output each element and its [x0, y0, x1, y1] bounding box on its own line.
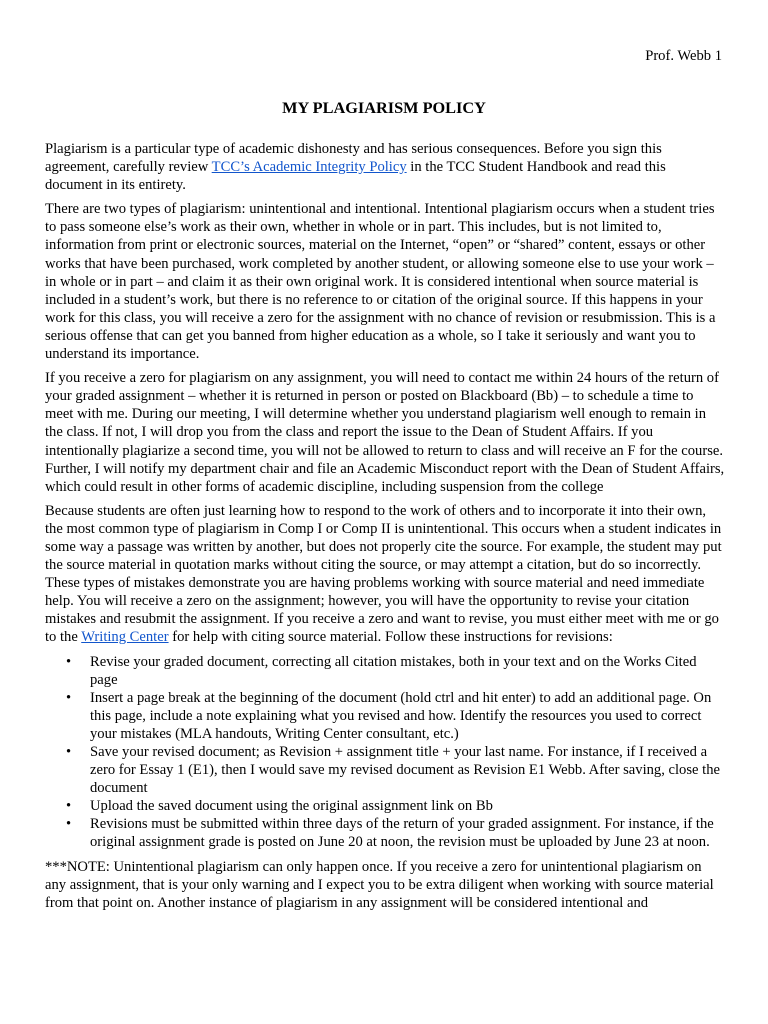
- list-item-text: Revisions must be submitted within three days of the return of your graded assignment. For instance, if the original assignment grade is posted on June 20 at noon, the revision must be uploaded by June 23 at noon.: [90, 816, 714, 851]
- academic-integrity-policy-link[interactable]: TCC’s Academic Integrity Policy: [211, 159, 407, 176]
- note-paragraph: ***NOTE: Unintentional plagiarism can only happen once. If you receive a zero for unintentional plagiarism on any assignment, that is your only warning and I expect you to be extra diligent when working with source material from that point on. Another instance of plagiarism in any assignment will be considered intentional and: [45, 858, 714, 911]
- unintentional-text-after: for help with citing source material. Follow these instructions for revisions:: [168, 629, 613, 646]
- page-header: Prof. Webb 1: [645, 48, 722, 64]
- list-item: [45, 689, 725, 743]
- unintentional-text-before: Because students are often just learning how to respond to the work of others and to incorporate it into their own, the most common type of plagiarism in Comp I or Comp II is unintentional. This occurs when a student indicates in some way a passage was written by another, but does not properly cite the source. For example, the student may put the source material in quotation marks without citing the source, or may attempt a citation, but do so incorrectly. These types of mistakes demonstrate you are having problems working with source material and need immediate help. You will receive a zero on the assignment; however, you will have the opportunity to revise your citation mistakes and resubmit the assignment. If you receive a zero and want to revise, you must either meet with me or go to the: [45, 502, 722, 646]
- unintentional-plagiarism-paragraph: [45, 502, 725, 647]
- bullet-icon: •: [66, 653, 72, 670]
- bullet-icon: •: [66, 816, 72, 833]
- bullet-icon: •: [66, 744, 72, 760]
- list-item: [45, 815, 725, 851]
- zero-consequences-paragraph: If you receive a zero for plagiarism on any assignment, you will need to contact me within 24 hours of the return of your graded assignment – whether it is returned in person or posted on Blackboard (Bb) – to schedule a time to meet with me. During our meeting, I will determine whether you understand plagiarism well enough to remain in the class. If not, I will drop you from the class and report the issue to the Dean of Student Affairs. If you intentionally plagiarize a second time, you will not be allowed to return to class and will receive an F for the course. Further, I will notify my department chair and file an Academic Misconduct report with the Dean of Student Affairs, which could result in other forms of academic discipline, including suspension from the college: [45, 370, 725, 495]
- intro-text-after: in the TCC Student Handbook and read this document in its entirety.: [45, 159, 666, 194]
- list-item-text: Revise your graded document, correcting all citation mistakes, both in your text and on the Works Cited page: [90, 653, 697, 688]
- bullet-icon: •: [66, 689, 72, 706]
- plagiarism-types-paragraph: There are two types of plagiarism: unintentional and intentional. Intentional plagiarism occurs when a student tries to pass someone else’s work as their own, whether in whole or in part. This includes, but is not limited to, information from print or electronic sources, material on the Internet, “open” or “shared” content, essays or other works that have been purchased, work completed by another student, or allowing someone else to use your work – in whole or in part – and claim it as their own original work. It is considered intentional when source material is included in a student’s work, but there is no reference to or citation of the original source. If this happens in your work for this class, you will receive a zero for the assignment with no chance of revision or resubmission. This is a serious offense that can get you banned from higher education as a whole, so I take it seriously and want you to understand its importance.: [45, 201, 716, 363]
- intro-text-before: Plagiarism is a particular type of academic dishonesty and has serious consequences. Before you sign this agreement, carefully review: [45, 141, 662, 176]
- list-item: [45, 653, 725, 689]
- intro-paragraph: [45, 140, 725, 194]
- list-item-text: Save your revised document; as Revision + assignment title + your last name. For instance, if I received a zero for Essay 1 (E1), then I would save my revised document as Revision E1 Webb. After saving, close the document: [90, 744, 720, 797]
- bullet-icon: •: [66, 798, 72, 815]
- list-item: [45, 743, 725, 797]
- list-item: [45, 797, 725, 815]
- page-title: MY PLAGIARISM POLICY: [282, 98, 486, 117]
- revision-steps-list: [45, 653, 725, 852]
- writing-center-link[interactable]: Writing Center: [81, 629, 169, 646]
- document-body: [45, 140, 725, 918]
- list-item-text: Insert a page break at the beginning of the document (hold ctrl and hit enter) to add an additional page. On this page, include a note explaining what you revised and how. Identify the resources you used to correct your mistakes (MLA handouts, Writing Center consultant, etc.): [90, 689, 712, 742]
- list-item-text: Upload the saved document using the original assignment link on Bb: [90, 798, 493, 815]
